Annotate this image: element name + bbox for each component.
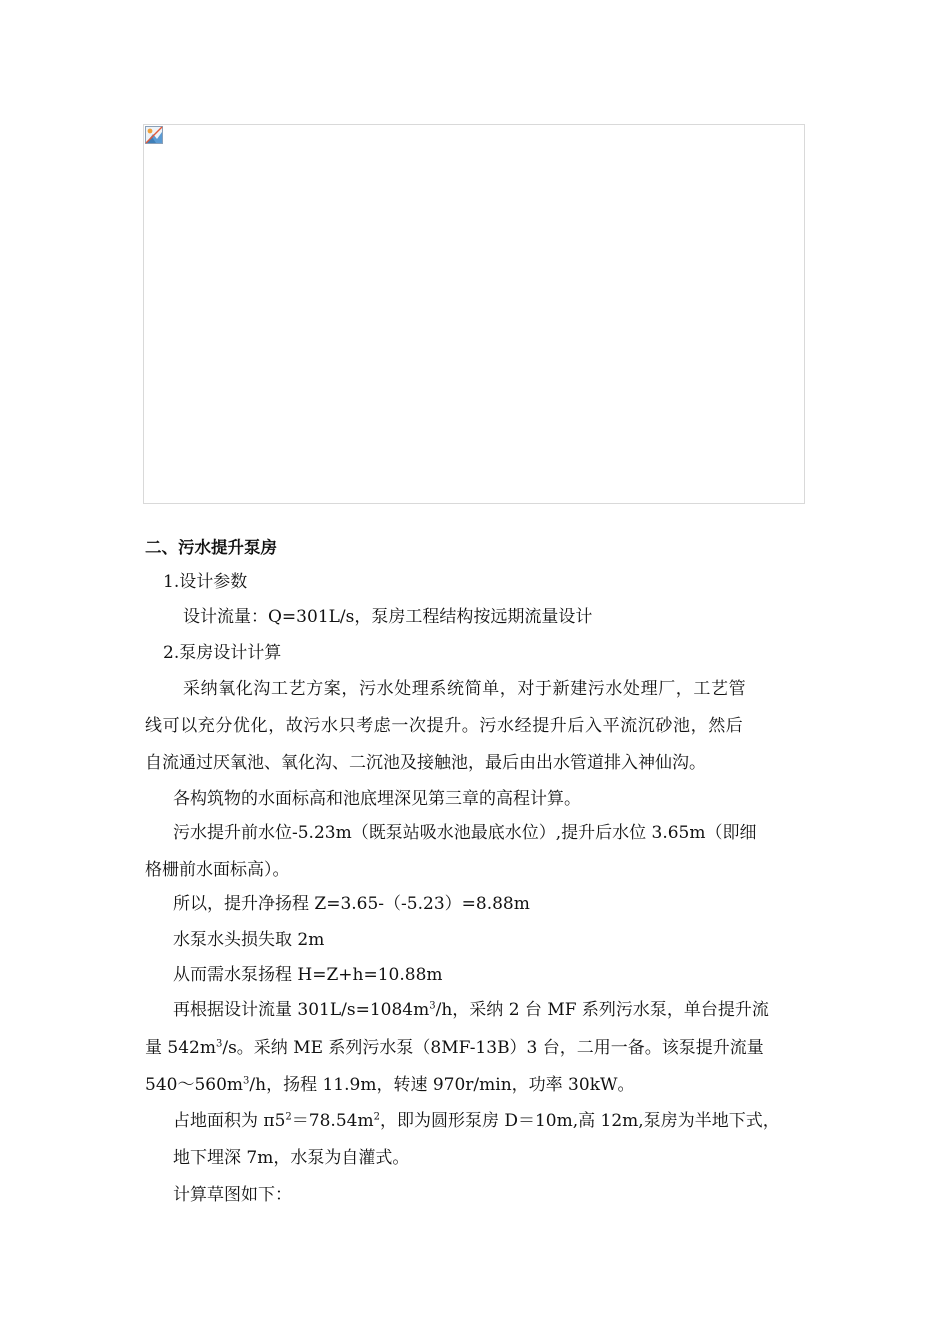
para7-line1: 再根据设计流量 $301L/s=1084m^3/h$，采纳 2 台 MF 系列污水泵，单台提升流 [173, 1000, 769, 1020]
design-flow-text: 设计流量：Q=301L/s，泵房工程结构按远期流量设计 [183, 607, 593, 627]
section-heading: 二、污水提升泵房 [145, 538, 277, 557]
para7-line3: $540\sim 560m^3/h$，扬程 11.9m，转速 970r/min，功率 30kW。 [145, 1075, 635, 1095]
para3-line2: 格栅前水面标高）。 [145, 860, 290, 880]
para4-text: 所以，提升净扬程 Z=3.65-（-5.23）=8.88m [173, 894, 530, 914]
subheading-design-params: 1.设计参数 [163, 572, 248, 592]
para6-text: 从而需水泵扬程 H=Z+h=10.88m [173, 965, 443, 985]
para8-line1: 占地面积为 $\pi 5^2=78.54m^2$，即为圆形泵房 D＝10m,高 12m,泵房为半地下式， [173, 1111, 780, 1131]
para3-line1: 污水提升前水位-5.23m（既泵站吸水池最底水位）,提升后水位 3.65m（即细 [173, 823, 757, 843]
para1-line2: 线可以充分优化，故污水只考虑一次提升。污水经提升后入平流沉砂池，然后 [145, 716, 744, 736]
para5-text: 水泵水头损失取 2m [173, 930, 325, 950]
para9-text: 计算草图如下： [173, 1185, 292, 1205]
broken-image-icon [145, 126, 163, 144]
para8-line2: 地下埋深 7m，水泵为自灌式。 [173, 1148, 410, 1168]
para1-line3: 自流通过厌氧池、氧化沟、二沉池及接触池，最后由出水管道排入神仙沟。 [145, 753, 706, 773]
subheading-pump-calc: 2.泵房设计计算 [163, 643, 282, 663]
figure-placeholder [143, 124, 805, 504]
para2-text: 各构筑物的水面标高和池底埋深见第三章的高程计算。 [173, 789, 581, 809]
para1-line1: 采纳氧化沟工艺方案，污水处理系统简单，对于新建污水处理厂，工艺管 [183, 679, 747, 699]
para7-line2: 量 $542m^3/s$。采纳 ME 系列污水泵（8MF-13B）3 台，二用一备。该泵提升流量 [145, 1038, 764, 1058]
